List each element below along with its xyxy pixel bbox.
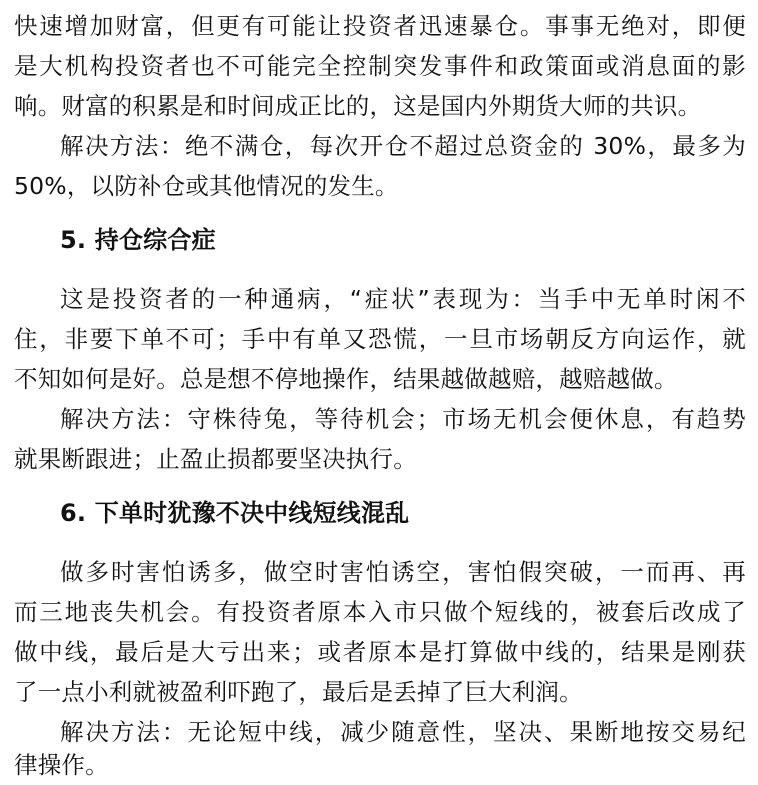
- section-6-solution-line-2: 律操作。: [14, 751, 109, 779]
- section-5-body-line-3: 不知如何是好。总是想不停地操作，结果越做越赔，越赔越做。: [14, 365, 678, 393]
- paragraph-1-line-1: 快速增加财富，但更有可能让投资者迅速暴仓。事事无绝对，即便: [14, 12, 746, 40]
- solution-4-line-1: 解决方法：绝不满仓，每次开仓不超过总资金的 30%，最多为: [60, 132, 746, 160]
- paragraph-1-line-3: 响。财富的积累是和时间成正比的，这是国内外期货大师的共识。: [14, 92, 702, 120]
- section-6-body-line-3: 做中线，最后是大亏出来；或者原本是打算做中线的，结果是刚获: [14, 638, 746, 666]
- section-5-heading: 5. 持仓综合症: [60, 226, 216, 254]
- section-6-body-line-1: 做多时害怕诱多，做空时害怕诱空，害怕假突破，一而再、再: [60, 558, 746, 586]
- section-6-solution-line-1: 解决方法：无论短中线，减少随意性，坚决、果断地按交易纪: [60, 718, 746, 746]
- section-6-body-line-4: 了一点小利就被盈利吓跑了，最后是丢掉了巨大利润。: [14, 678, 583, 706]
- section-6-heading: 6. 下单时犹豫不决中线短线混乱: [60, 499, 410, 527]
- paragraph-1-line-2: 是大机构投资者也不可能完全控制突发事件和政策面或消息面的影: [14, 52, 746, 80]
- solution-4-line-2: 50%，以防补仓或其他情况的发生。: [14, 172, 399, 200]
- section-6-body-line-2: 而三地丧失机会。有投资者原本入市只做个短线的，被套后改成了: [14, 598, 746, 626]
- section-5-solution-line-2: 就果断跟进；止盈止损都要坚决执行。: [14, 445, 417, 473]
- section-5-body-line-2: 住，非要下单不可；手中有单又恐慌，一旦市场朝反方向运作，就: [14, 325, 746, 353]
- section-5-solution-line-1: 解决方法：守株待兔，等待机会；市场无机会便休息，有趋势: [60, 405, 746, 433]
- section-5-body-line-1: 这是投资者的一种通病，“症状”表现为：当手中无单时闲不: [60, 285, 746, 313]
